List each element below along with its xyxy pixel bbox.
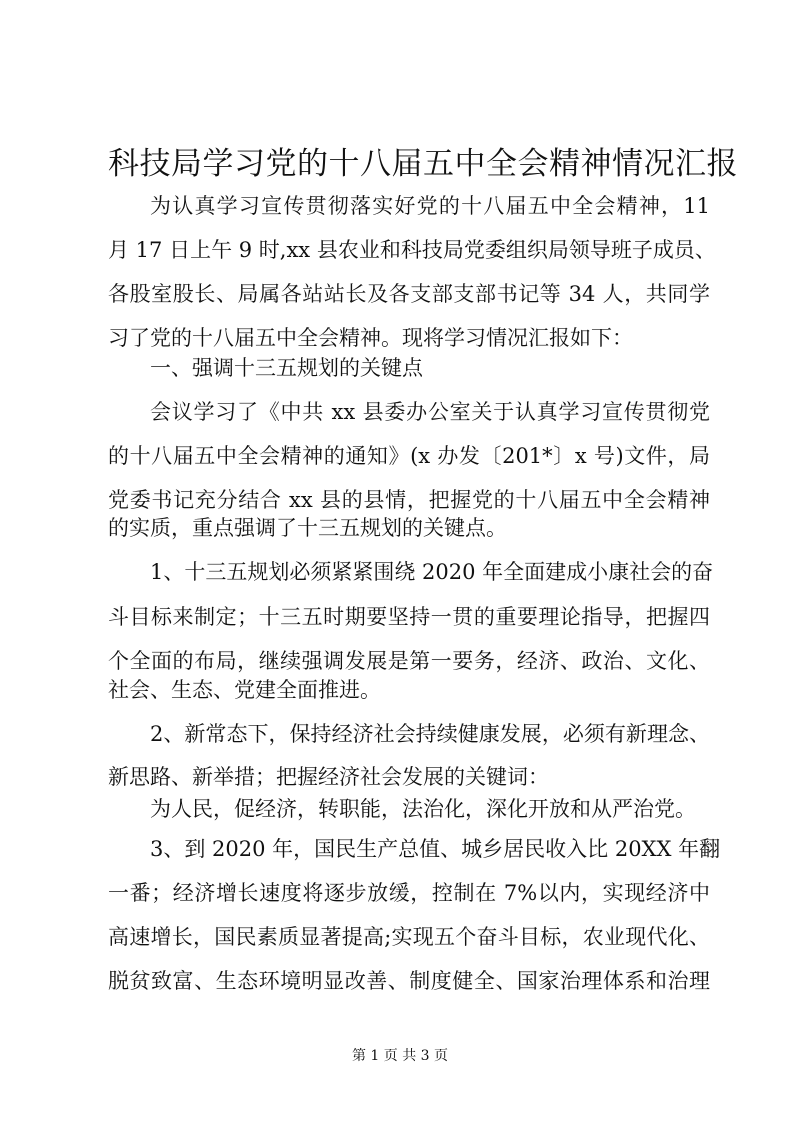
body-line: 社会、生态、党建全面推进。 [108, 678, 381, 702]
body-line: 为认真学习宣传贯彻落实好党的十八届五中全会精神，11 [150, 194, 710, 218]
body-line: 3、到 2020 年，国民生产总值、城乡居民收入比 20XX 年翻 [150, 837, 721, 861]
body-line: 2、新常态下，保持经济社会持续健康发展，必须有新理念、 [150, 722, 710, 746]
body-line: 一番；经济增长速度将逐步放缓，控制在 7%以内，实现经济中 [108, 881, 710, 905]
body-line: 高速增长，国民素质显著提高;实现五个奋斗目标，农业现代化、 [108, 925, 710, 949]
body-line: 习了党的十八届五中全会精神。现将学习情况汇报如下： [108, 326, 633, 350]
page-number-footer: 第 1 页 共 3 页 [351, 1048, 449, 1064]
section-heading: 一、强调十三五规划的关键点 [150, 356, 423, 380]
document-title: 科技局学习党的十八届五中全会精神情况汇报 [108, 146, 738, 182]
body-line: 新思路、新举措；把握经济社会发展的关键词： [108, 765, 549, 789]
body-line: 各股室股长、局属各站站长及各支部支部书记等 34 人，共同学 [108, 282, 710, 306]
body-line: 会议学习了《中共 xx 县委办公室关于认真学习宣传贯彻党 [150, 400, 710, 424]
body-line: 的十八届五中全会精神的通知》(x 办发〔201*〕x 号)文件，局 [108, 444, 710, 468]
body-line: 月 17 日上午 9 时,xx 县农业和科技局党委组织局领导班子成员、 [108, 238, 716, 262]
body-line: 党委书记充分结合 xx 县的县情，把握党的十八届五中全会精神 [108, 488, 710, 512]
body-line: 脱贫致富、生态环境明显改善、制度健全、国家治理体系和治理 [108, 969, 710, 993]
body-line: 的实质，重点强调了十三五规划的关键点。 [108, 516, 507, 540]
body-line: 斗目标来制定；十三五时期要坚持一贯的重要理论指导，把握四 [108, 605, 710, 629]
body-line: 个全面的布局，继续强调发展是第一要务，经济、政治、文化、 [108, 649, 710, 673]
body-line: 为人民，促经济，转职能，法治化，深化开放和从严治党。 [150, 797, 696, 821]
body-line: 1、十三五规划必须紧紧围绕 2020 年全面建成小康社会的奋 [150, 560, 714, 584]
